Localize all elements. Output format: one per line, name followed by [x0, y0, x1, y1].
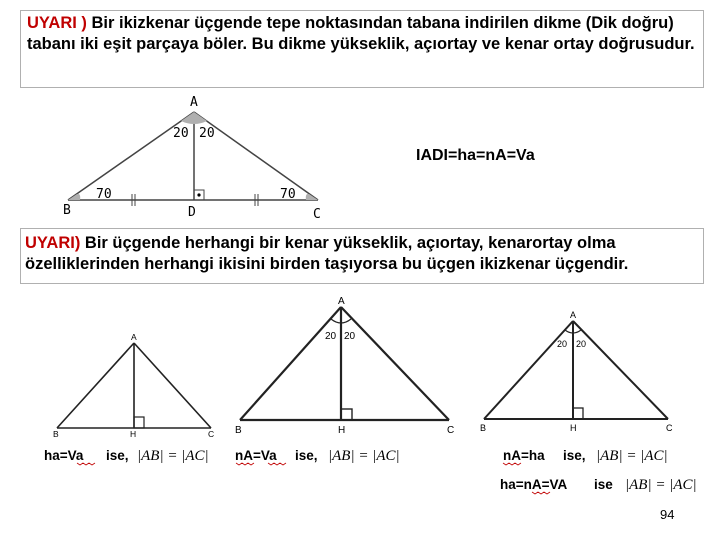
condition-4 — [500, 477, 697, 494]
fig3-angle-2: 20 — [576, 339, 587, 349]
top-label-D: D — [188, 205, 196, 220]
fig2-label-A: A — [338, 296, 345, 307]
cond2-ise: ise, — [295, 448, 318, 463]
top-base-left: 70 — [96, 187, 112, 202]
condition-1 — [44, 448, 209, 465]
cond4-ise: ise — [594, 477, 613, 492]
fig1-label-C: C — [208, 429, 215, 439]
fig3-label-B: B — [480, 423, 487, 433]
top-label-B: B — [63, 203, 71, 218]
page-number: 94 — [660, 507, 675, 522]
top-label-C: C — [313, 207, 321, 222]
fig1-label-H: H — [130, 429, 137, 439]
cond1-ise: ise, — [106, 448, 129, 463]
fig2-label-H: H — [338, 425, 346, 436]
cond3-lhs: nA=ha — [503, 448, 545, 463]
cond3-ise: ise, — [563, 448, 586, 463]
fig1-label-A: A — [131, 332, 137, 342]
cond3-relation: |AB| = |AC| — [596, 448, 668, 464]
fig2-angle-1: 20 — [325, 331, 337, 342]
warning-label-2: UYARI) — [25, 234, 81, 252]
figure-3 — [480, 310, 673, 433]
figure-2 — [235, 296, 454, 436]
base-angle-left — [68, 194, 80, 200]
fig3-label-C: C — [666, 423, 673, 433]
cond4-lhs: ha=nA=VA — [500, 477, 568, 492]
cond2-lhs: nA=Va — [235, 448, 277, 463]
top-angle-left: 20 — [173, 126, 189, 141]
fig2-label-B: B — [235, 425, 242, 436]
warning-text-1: Bir ikizkenar üçgende tepe noktasından tabana indirilen dikme (Dik doğru) tabanı iki eşit parçaya böler. Bu dikme yükseklik, açıortay ve kenar ortay doğrusudur. — [27, 14, 695, 53]
fig2-angle-2: 20 — [344, 331, 356, 342]
cond1-lhs: ha=Va — [44, 448, 84, 463]
fig3-label-A: A — [570, 310, 577, 320]
top-angle-right: 20 — [199, 126, 215, 141]
fig2-label-C: C — [447, 425, 455, 436]
condition-2 — [235, 448, 400, 465]
cond2-relation: |AB| = |AC| — [328, 448, 400, 464]
top-label-A: A — [190, 95, 198, 110]
fig3-angle-1: 20 — [557, 339, 568, 349]
top-base-right: 70 — [280, 187, 296, 202]
top-formula: IADI=ha=nA=Va — [416, 147, 535, 164]
top-triangle — [63, 95, 321, 222]
figure-1 — [53, 332, 214, 439]
cond4-relation: |AB| = |AC| — [625, 477, 697, 493]
warning-text-2: Bir üçgende herhangi bir kenar yükseklik, açıortay, kenarortay olma özelliklerinden herhangi ikisini birden taşıyorsa bu üçgen ikizkenar üçgendir. — [25, 234, 629, 273]
condition-3 — [503, 448, 668, 465]
cond1-relation: |AB| = |AC| — [137, 448, 209, 464]
fig1-label-B: B — [53, 429, 59, 439]
fig3-label-H: H — [570, 423, 577, 433]
warning-label-1: UYARI ) — [27, 14, 87, 32]
